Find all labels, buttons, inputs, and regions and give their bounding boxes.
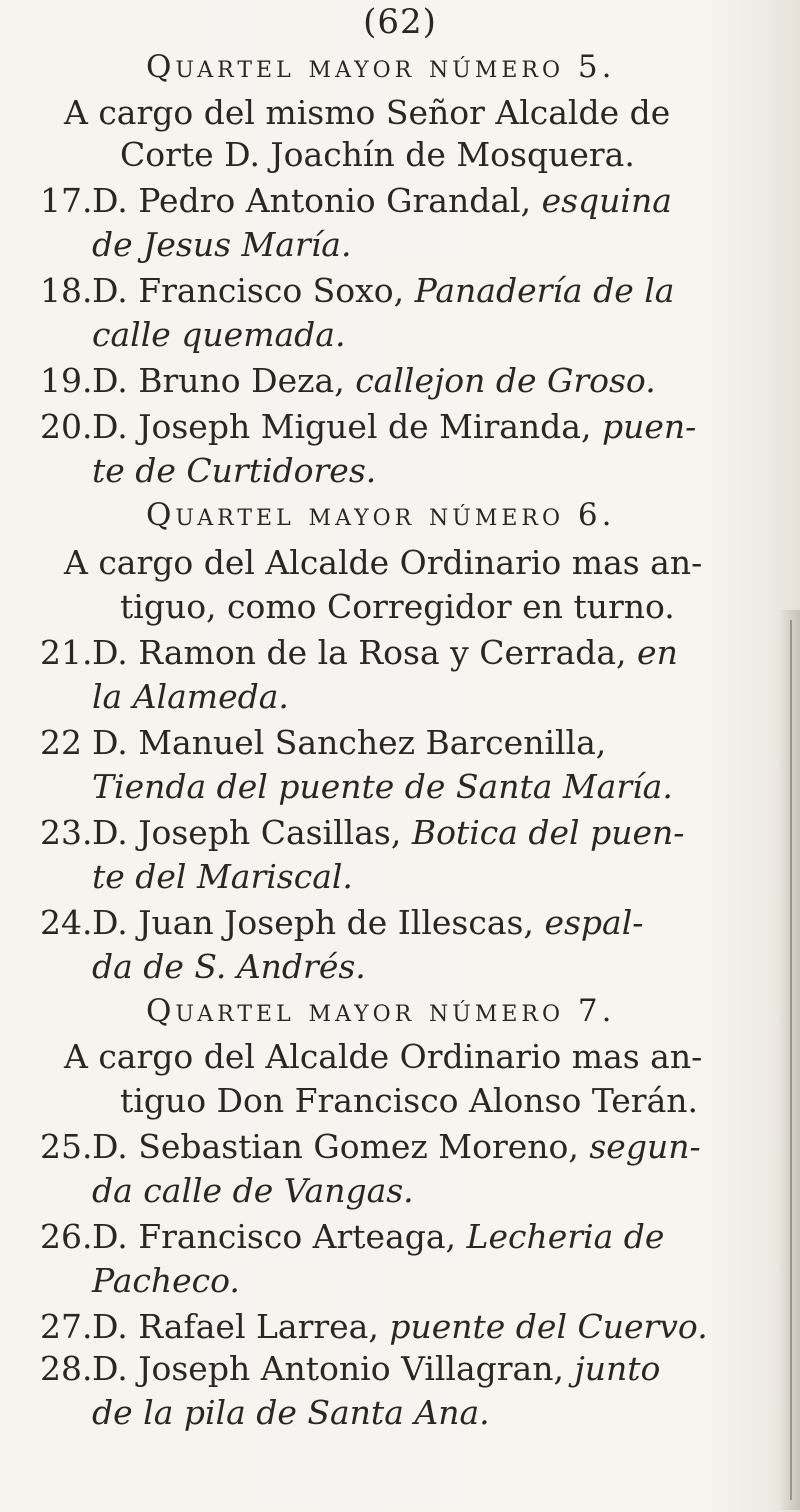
entry-24 [40, 903, 644, 942]
entry-18 [40, 271, 675, 310]
entry-22 [40, 723, 607, 762]
entry-20 [40, 407, 697, 446]
entry-place: Lecheria de [466, 1217, 665, 1256]
entry-20-place-cont: te de Curtidores. [92, 451, 377, 490]
entry-number: 25. [40, 1127, 93, 1166]
section-intro-5-line2: Corte D. Joachín de Mosquera. [120, 135, 635, 174]
entry-26 [40, 1217, 665, 1256]
entry-number: 26. [40, 1217, 93, 1256]
entry-number: 23. [40, 813, 93, 852]
entry-place: Panadería de la [414, 271, 675, 310]
entry-place: Botica del puen- [411, 813, 685, 852]
entry-place: en [637, 633, 678, 672]
entry-name: D. Francisco Arteaga, [92, 1217, 457, 1256]
entry-name: D. Sebastian Gomez Moreno, [92, 1127, 579, 1166]
entry-19 [40, 361, 656, 400]
section-heading-5: Quartel mayor número 5. [146, 49, 616, 85]
section-intro-6-line2: tiguo, como Corregidor en turno. [120, 587, 675, 626]
entry-25-place-cont: da calle de Vangas. [92, 1171, 414, 1210]
entry-place: puen- [601, 407, 697, 446]
section-intro-7-line2: tiguo Don Francisco Alonso Terán. [120, 1081, 698, 1120]
entry-18-place-cont: calle quemada. [92, 315, 346, 354]
entry-name: D. Ramon de la Rosa y Cerrada, [92, 633, 627, 672]
entry-22-place: Tienda del puente de Santa María. [92, 767, 673, 806]
entry-17-place-cont: de Jesus María. [92, 225, 352, 264]
entry-name: D. Pedro Antonio Grandal, [92, 181, 532, 220]
entry-number: 21. [40, 633, 93, 672]
entry-number: 27. [40, 1307, 93, 1346]
entry-place: callejon de Groso. [355, 361, 656, 400]
section-intro-6-line1: A cargo del Alcalde Ordinario mas an- [64, 543, 703, 582]
page-number: (62) [363, 2, 437, 42]
entry-place: segun- [589, 1127, 701, 1166]
entry-name: D. Francisco Soxo, [92, 271, 405, 310]
entry-28 [40, 1349, 661, 1388]
entry-21-place-cont: la Alameda. [92, 677, 289, 716]
entry-place: esquina [541, 181, 672, 220]
entry-number: 18. [40, 271, 93, 310]
entry-number: 22 [40, 723, 82, 762]
section-intro-5-line1: A cargo del mismo Señor Alcalde de [64, 93, 671, 132]
entry-name: D. Rafael Larrea, [92, 1307, 379, 1346]
entry-17 [40, 181, 672, 220]
entry-number: 19. [40, 361, 93, 400]
page-edge-line [790, 620, 792, 1500]
entry-23 [40, 813, 685, 852]
entry-number: 20. [40, 407, 93, 446]
entry-name: D. Joseph Casillas, [92, 813, 402, 852]
entry-25 [40, 1127, 701, 1166]
entry-28-place-cont: de la pila de Santa Ana. [92, 1393, 490, 1432]
entry-23-place-cont: te del Mariscal. [92, 857, 353, 896]
entry-21 [40, 633, 678, 672]
section-intro-7-line1: A cargo del Alcalde Ordinario mas an- [64, 1037, 703, 1076]
entry-name: D. Joseph Miguel de Miranda, [92, 407, 592, 446]
entry-place: junto [574, 1349, 661, 1388]
entry-name: D. Juan Joseph de Illescas, [92, 903, 534, 942]
section-heading-7: Quartel mayor número 7. [146, 993, 616, 1029]
entry-27 [40, 1307, 708, 1346]
entry-26-place-cont: Pacheco. [92, 1261, 240, 1300]
page-edge-shadow [778, 610, 800, 1510]
entry-number: 24. [40, 903, 93, 942]
entry-place: puente del Cuervo. [389, 1307, 708, 1346]
entry-name: D. Joseph Antonio Villagran, [92, 1349, 564, 1388]
entry-number: 28. [40, 1349, 93, 1388]
entry-name: D. Manuel Sanchez Barcenilla, [92, 723, 607, 762]
entry-name: D. Bruno Deza, [92, 361, 345, 400]
section-heading-6: Quartel mayor número 6. [146, 497, 616, 533]
entry-place: espal- [544, 903, 644, 942]
entry-number: 17. [40, 181, 93, 220]
entry-24-place-cont: da de S. Andrés. [92, 947, 366, 986]
